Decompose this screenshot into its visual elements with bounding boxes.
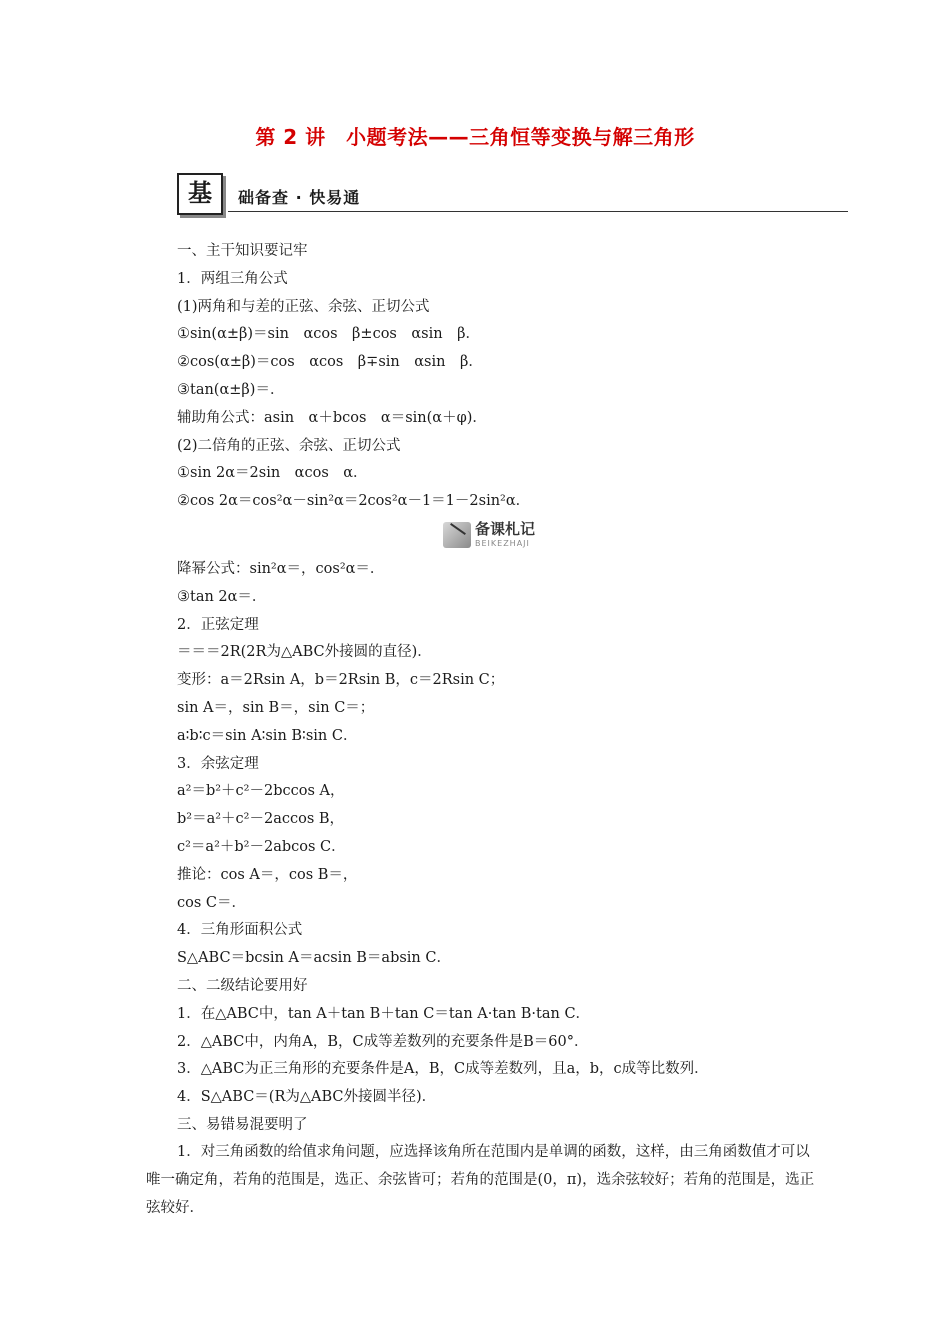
text-line: 辅助角公式：asin α＋bcos α＝sin(α＋φ)． [177,409,487,426]
text-line: a∶b∶c＝sin A∶sin B∶sin C． [177,727,358,744]
text-line: 1．两组三角公式 [177,270,288,287]
text-line: 2．正弦定理 [177,616,259,633]
text-line: 3．余弦定理 [177,755,259,772]
text-line: sin A＝，sin B＝，sin C＝； [177,699,375,716]
text-line: ①sin(α±β)＝sin αcos β±cos αsin β． [177,326,480,343]
text-line: a²＝b²＋c²－2bccos A， [177,783,345,800]
text-line: (1)两角和与差的正弦、余弦、正切公式 [177,298,430,315]
note-badge [443,520,543,554]
pen-icon [443,522,471,548]
section-heading: 础备查 · 快易通 [238,188,361,207]
main-content [177,238,817,1140]
note-badge-row [177,516,817,556]
text-line: 降幂公式：sin²α＝，cos²α＝． [177,560,385,577]
text-line: S△ABC＝bcsin A＝acsin B＝absin C． [177,950,451,967]
paragraph: 1．对三角函数的给值求角问题，应选择该角所在范围内是单调的函数，这样，由三角函数值才可以唯一确定角，若角的范围是，选正、余弦皆可；若角的范围是(0，π)，选余弦较好；若角的范围是，选正弦较好． [146,1144,815,1216]
text-line: ②cos(α±β)＝cos αcos β∓sin αsin β． [177,354,483,371]
text-line: 变形：a＝2Rsin A，b＝2Rsin B，c＝2Rsin C； [177,672,505,689]
text-line: 三、易错易混要明了 [177,1116,308,1133]
note-badge-label: 备课札记 [475,519,536,538]
section-divider [228,211,848,212]
text-line: 4．三角形面积公式 [177,922,303,939]
text-line: 1．在△ABC中，tan A＋tan B＋tan C＝tan A·tan B·tan C． [177,1005,591,1022]
text-line: 推论：cos A＝，cos B＝， [177,866,358,883]
text-line: 3．△ABC为正三角形的充要条件是A，B，C成等差数列，且a，b，c成等比数列． [177,1061,709,1078]
text-line: 2．△ABC中，内角A，B，C成等差数列的充要条件是B＝60°． [177,1033,589,1050]
text-line: ②cos 2α＝cos²α－sin²α＝2cos²α－1＝1－2sin²α． [177,493,531,510]
text-line: ③tan 2α＝． [177,588,267,605]
text-line: ③tan(α±β)＝． [177,381,285,398]
text-line: cos C＝． [177,894,246,911]
text-line: 二、二级结论要用好 [177,977,308,994]
text-line: b²＝a²＋c²－2accos B， [177,811,345,828]
text-line: ①sin 2α＝2sin αcos α． [177,465,368,482]
page-title: 第 2 讲 小题考法——三角恒等变换与解三角形 [255,125,695,149]
text-line: c²＝a²＋b²－2abcos C． [177,838,346,855]
note-badge-sublabel: BEIKEZHAJI [475,538,530,548]
text-line: 4．S△ABC＝(R为△ABC外接圆半径)． [177,1089,437,1106]
text-line: 一、主干知识要记牢 [177,243,308,259]
text-line: (2)二倍角的正弦、余弦、正切公式 [177,437,401,454]
section-badge: 基 [177,173,223,215]
text-line: ＝＝＝2R(2R为△ABC外接圆的直径)． [177,644,432,661]
